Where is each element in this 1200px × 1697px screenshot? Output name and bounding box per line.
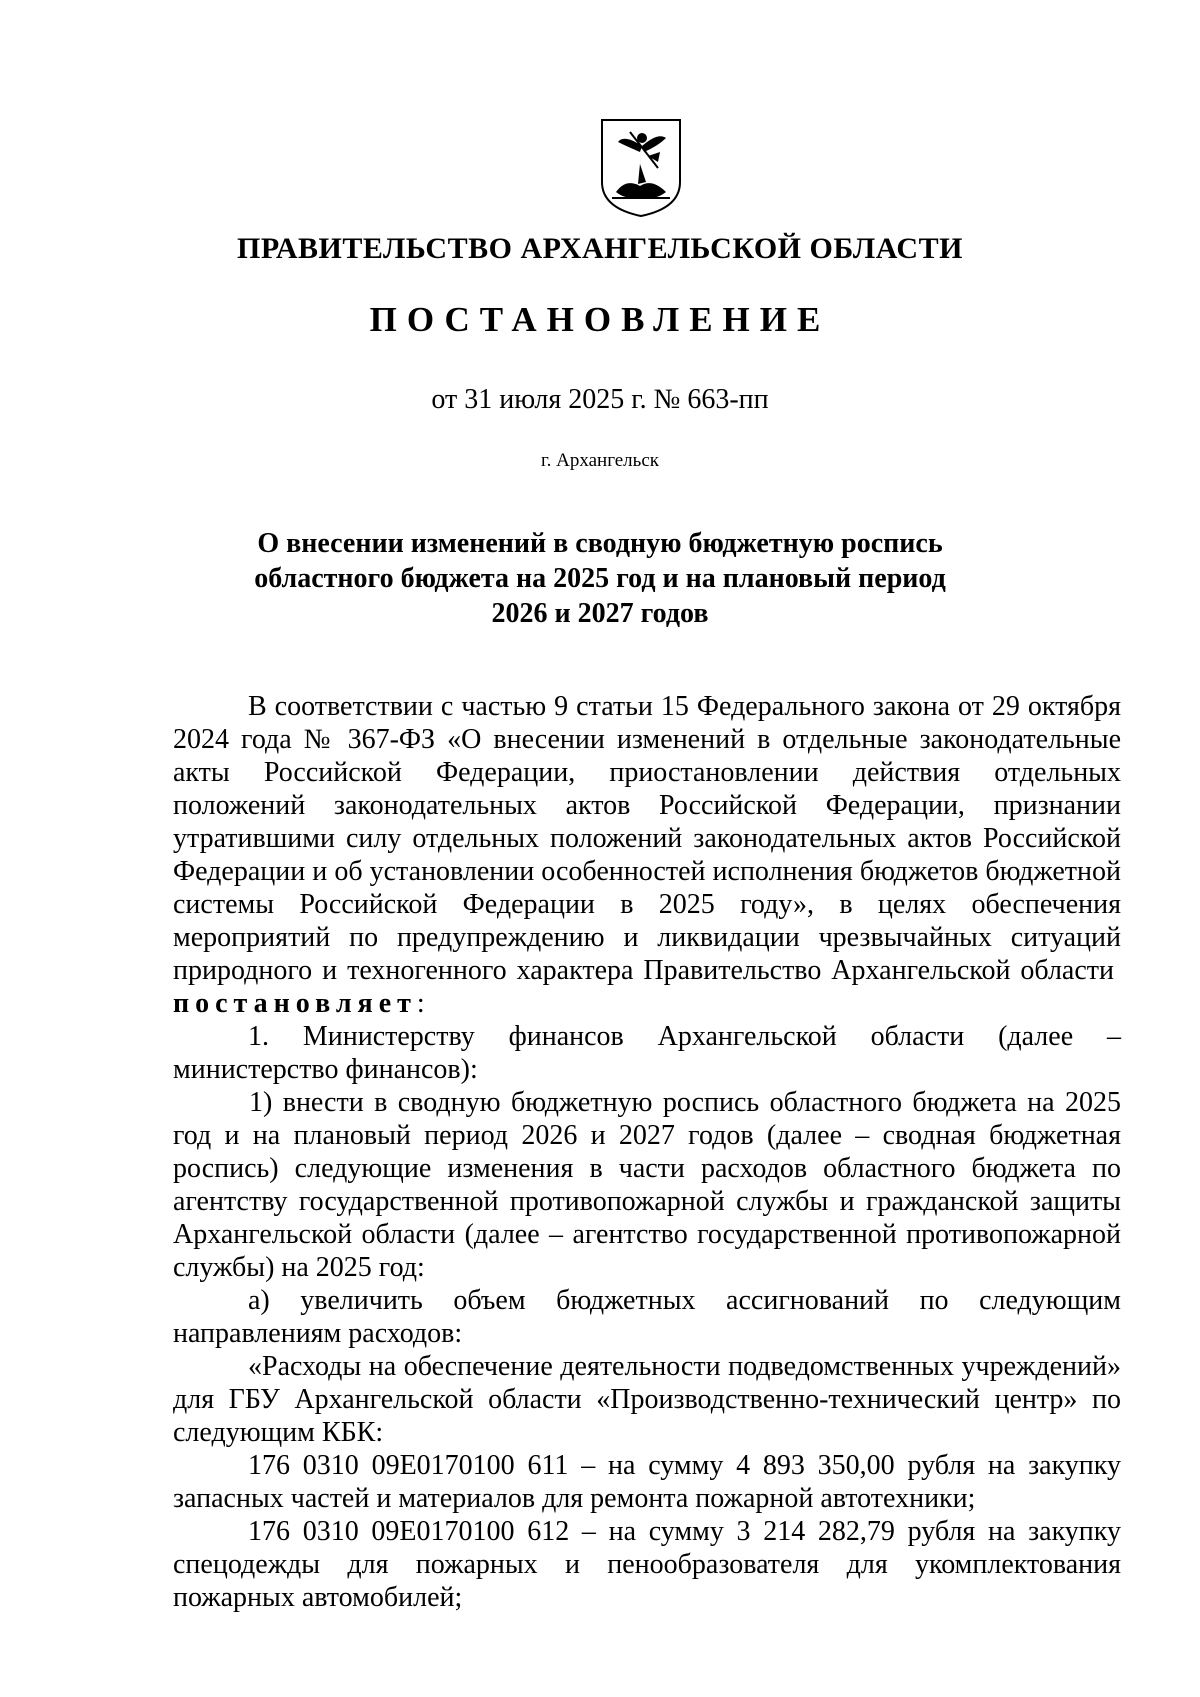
coat-of-arms-icon bbox=[596, 112, 686, 220]
title-line-2: областного бюджета на 2025 год и на плановый период bbox=[254, 563, 946, 594]
kbk-612-paragraph: 176 0310 09Е0170100 612 – на сумму 3 214 282,79 рубля на закупку спецодежды для пожарных и пенообразователя для укомплектования пожарных автомобилей; bbox=[173, 1516, 1121, 1613]
expense-direction-paragraph: «Расходы на обеспечение деятельности подведомственных учреждений» для ГБУ Архангельской области «Производственно-технический центр» по следующим КБК: bbox=[173, 1351, 1121, 1448]
document-body bbox=[173, 690, 1121, 1614]
decree-tail: : bbox=[416, 988, 425, 1019]
paragraph-1-1-a: а) увеличить объем бюджетных ассигнований по следующим направлениям расходов: bbox=[173, 1285, 1121, 1349]
date-and-number: от 31 июля 2025 г. № 663-пп bbox=[431, 384, 769, 415]
title-line-1: О внесении изменений в сводную бюджетную роспись bbox=[257, 528, 943, 559]
paragraph-1-1: 1) внести в сводную бюджетную роспись областного бюджета на 2025 год и на плановый период 2026 и 2027 годов (далее – сводная бюджетная роспись) следующие изменения в части расходов областного бюджета по агентству государственной противопожарной службы и гражданской защиты Архангельской области (далее – агентство государственной противопожарной службы) на 2025 год: bbox=[173, 1087, 1121, 1283]
government-name: ПРАВИТЕЛЬСТВО АРХАНГЕЛЬСКОЙ ОБЛАСТИ bbox=[237, 232, 963, 265]
decree-word: постановляет bbox=[173, 988, 417, 1019]
preamble-paragraph bbox=[173, 690, 1121, 1020]
city: г. Архангельск bbox=[540, 450, 659, 471]
document-type: ПОСТАНОВЛЕНИЕ bbox=[369, 300, 831, 339]
document-title bbox=[0, 526, 1200, 631]
paragraph-1: 1. Министерству финансов Архангельской области (далее – министерство финансов): bbox=[173, 1021, 1121, 1085]
title-line-3: 2026 и 2027 годов bbox=[491, 598, 709, 629]
preamble-text: В соответствии с частью 9 статьи 15 Федерального закона от 29 октября 2024 года № 367-ФЗ «О внесении изменений в отдельные законодательные акты Российской Федерации, приостановлении действия отдельных положений законодательных актов Российской Федерации, признании утратившими силу отдельных положений законодательных актов Российской Федерации и об установлении особенностей исполнения бюджетов бюджетной системы Российской Федерации в 2025 году», в целях обеспечения мероприятий по предупреждению и ликвидации чрезвычайных ситуаций природного и техногенного характера Правительство Архангельской области bbox=[173, 691, 1121, 986]
kbk-611-paragraph: 176 0310 09Е0170100 611 – на сумму 4 893 350,00 рубля на закупку запасных частей и материалов для ремонта пожарной автотехники; bbox=[173, 1450, 1121, 1514]
